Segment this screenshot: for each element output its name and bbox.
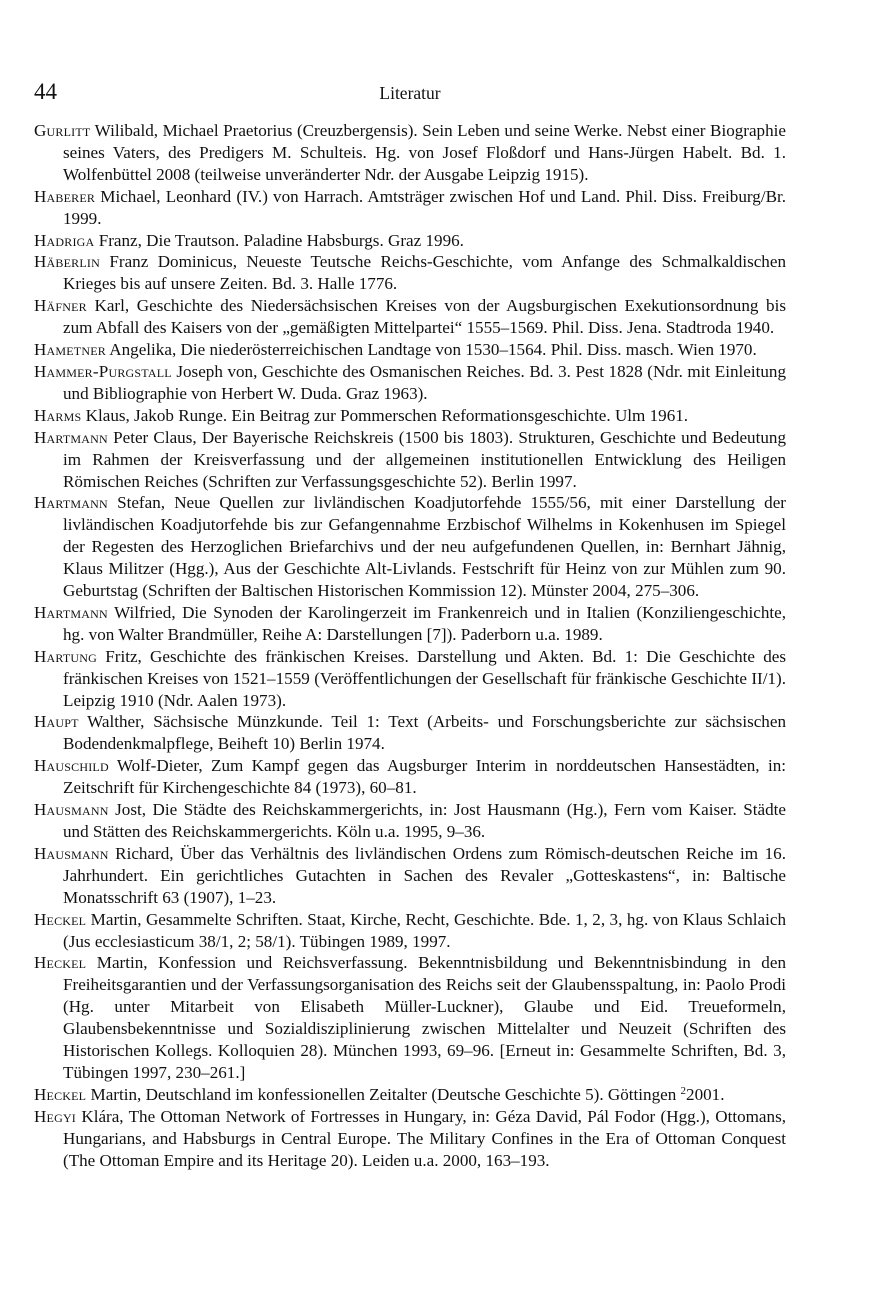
entry-author: Haupt bbox=[34, 712, 79, 732]
entry-text: Wilibald, Michael Praetorius (Creuzbergensis). Sein Leben und seine Werke. Nebst einer Biographie seines Vaters, des Predigers M. Schulteis. Hg. von Josef Floßdorf und Hans-Jürgen Habelt. Bd. 1. Wolfenbüttel 2008 (teilweise unveränderter Ndr. der Ausgabe Leipzig 1915). bbox=[63, 121, 786, 184]
bibliography-entry bbox=[34, 230, 786, 252]
entry-text: Jost, Die Städte des Reichskammergerichts, in: Jost Hausmann (Hg.), Fern vom Kaiser. Städte und Stätten des Reichskammergerichts. Köln u.a. 1995, 9–36. bbox=[63, 800, 786, 841]
entry-author: Hauschild bbox=[34, 756, 109, 776]
entry-text: Michael, Leonhard (IV.) von Harrach. Amtsträger zwischen Hof und Land. Phil. Diss. Freiburg/Br. 1999. bbox=[63, 186, 786, 228]
entry-author: Hartung bbox=[34, 646, 98, 666]
bibliography-entry bbox=[34, 843, 786, 909]
entry-text: Martin, Gesammelte Schriften. Staat, Kirche, Recht, Geschichte. Bde. 1, 2, 3, hg. von Klaus Schlaich (Jus ecclesiasticum 38/1, 2; 58/1). Tübingen 1989, 1997. bbox=[63, 909, 786, 951]
bibliography-entry bbox=[34, 1106, 786, 1172]
entry-text: Franz Dominicus, Neueste Teutsche Reichs-Geschichte, vom Anfange des Schmalkaldischen Krieges bis auf unsere Zeiten. Bd. 3. Halle 1776. bbox=[63, 252, 786, 294]
entry-text: Wilfried, Die Synoden der Karolingerzeit im Frankenreich und in Italien (Konziliengeschichte, hg. von Walter Brandmüller, Reihe A: Darstellungen [7]). Paderborn u.a. 1989. bbox=[63, 602, 786, 644]
bibliography-entry bbox=[34, 755, 786, 799]
entry-text: Joseph von, Geschichte des Osmanischen Reiches. Bd. 3. Pest 1828 (Ndr. mit Einleitung und Bibliographie von Herbert W. Duda. Graz 1963). bbox=[63, 361, 786, 403]
entry-text: Richard, Über das Verhältnis des livländischen Ordens zum Römisch-deutschen Reiche im 16. Jahrhundert. Ein gerichtliches Gutachten in Sachen des Revaler „Gotteskastens“, in: Baltische Monatsschrift 63 (1907), 1–23. bbox=[63, 843, 786, 907]
bibliography-entry bbox=[34, 1084, 786, 1106]
entry-text: Peter Claus, Der Bayerische Reichskreis (1500 bis 1803). Strukturen, Geschichte und Bedeutung im Rahmen der Kreisverfassung und der allgemeinen institutionellen Entwicklung des Heiligen Römischen Reiches (Schriften zur Verfassungsgeschichte 52). Berlin 1997. bbox=[63, 427, 786, 491]
entry-text: Klára, The Ottoman Network of Fortresses in Hungary, in: Géza David, Pál Fodor (Hgg.), Ottomans, Hungarians, and Habsburgs in Central Europe. The Military Confines in the Era of Ottoman Conquest (The Ottoman Empire and its Heritage 20). Leiden u.a. 2000, 163–193. bbox=[63, 1106, 786, 1170]
bibliography-entry bbox=[34, 799, 786, 843]
entry-text: Wolf-Dieter, Zum Kampf gegen das Augsburger Interim in norddeutschen Hansestädten, in: Zeitschrift für Kirchengeschichte 84 (1973), 60–81. bbox=[63, 756, 786, 798]
entry-author: Hartmann bbox=[34, 602, 108, 622]
bibliography-entry bbox=[34, 427, 786, 493]
entry-author: Hartmann bbox=[34, 427, 108, 447]
entry-author: Häberlin bbox=[34, 252, 100, 272]
book-page bbox=[34, 78, 786, 1172]
entry-text: Angelika, Die niederösterreichischen Landtage von 1530–1564. Phil. Diss. masch. Wien 1970. bbox=[105, 340, 757, 360]
entry-author: Hametner bbox=[34, 340, 106, 360]
running-title: Literatur bbox=[379, 83, 441, 103]
entry-author: Häfner bbox=[34, 296, 87, 316]
entry-text: Fritz, Geschichte des fränkischen Kreises. Darstellung und Akten. Bd. 1: Die Geschichte des fränkischen Kreises von 1521–1559 (Veröffentlichungen der Gesellschaft für fränkische Geschichte II/1). Leipzig 1910 (Ndr. Aalen 1973). bbox=[63, 646, 786, 710]
entry-author: Haberer bbox=[34, 186, 96, 206]
bibliography-entry bbox=[34, 492, 786, 602]
entry-author: Heckel bbox=[34, 909, 87, 929]
bibliography-list bbox=[34, 120, 786, 1172]
bibliography-entry bbox=[34, 186, 786, 230]
entry-text: Stefan, Neue Quellen zur livländischen Koadjutorfehde 1555/56, mit einer Darstellung der livländischen Koadjutorfehde bis zur Gefangennahme Erzbischof Wilhelms in Kokenhusen im Spiegel der Regesten des Herzoglichen Briefarchivs und der neu aufgefundenen Quellen, in: Bernhart Jähnig, Klaus Militzer (Hgg.), Aus der Geschichte Alt-Livlands. Festschrift für Heinz von zur Mühlen zum 90. Geburtstag (Schriften der Baltischen Historischen Kommission 12). Münster 2004, 275–306. bbox=[63, 493, 786, 601]
entry-text-continued: 2001. bbox=[686, 1084, 725, 1104]
bibliography-entry bbox=[34, 602, 786, 646]
entry-author: Hausmann bbox=[34, 800, 109, 820]
entry-author: Hadriga bbox=[34, 230, 95, 250]
entry-text: Franz, Die Trautson. Paladine Habsburgs. Graz 1996. bbox=[94, 230, 464, 250]
entry-author: Hammer-Purgstall bbox=[34, 361, 172, 381]
bibliography-entry bbox=[34, 120, 786, 186]
bibliography-entry bbox=[34, 909, 786, 953]
page-header bbox=[34, 78, 786, 106]
entry-author: Hausmann bbox=[34, 843, 109, 863]
bibliography-entry bbox=[34, 251, 786, 295]
entry-author: Harms bbox=[34, 405, 82, 425]
page-number: 44 bbox=[34, 79, 57, 104]
bibliography-entry bbox=[34, 361, 786, 405]
entry-text: Walther, Sächsische Münzkunde. Teil 1: Text (Arbeits- und Forschungsberichte zur sächsischen Bodendenkmalpflege, Beiheft 10) Berlin 1974. bbox=[63, 712, 786, 754]
entry-author: Gurlitt bbox=[34, 121, 91, 140]
entry-text: Martin, Konfession und Reichsverfassung. Bekenntnisbildung und Bekenntnisbindung in den Freiheitsgarantien und der Verfassungsorganisation des Reichs seit der Glaubensspaltung, in: Paolo Prodi (Hg. unter Mitarbeit von Elisabeth Müller-Luckner), Glaube und Eid. Treueformeln, Glaubensbekenntnisse und Sozialdisziplinierung zwischen Mittelalter und Neuzeit (Schriften des Historischen Kollegs. Kolloquien 28). München 1993, 69–96. [Erneut in: Gesammelte Schriften, Bd. 3, Tübingen 1997, 230–261.] bbox=[63, 953, 786, 1082]
bibliography-entry bbox=[34, 711, 786, 755]
bibliography-entry bbox=[34, 952, 786, 1083]
entry-author: Heckel bbox=[34, 1084, 87, 1104]
edition-superscript: 2 bbox=[680, 1084, 687, 1097]
entry-author: Heckel bbox=[34, 953, 87, 973]
entry-text: Karl, Geschichte des Niedersächsischen Kreises von der Augsburgischen Exekutionsordnung bis zum Abfall des Kaisers von der „gemäßigten Mittelpartei“ 1555–1569. Phil. Diss. Jena. Stadtroda 1940. bbox=[63, 296, 786, 338]
entry-author: Hartmann bbox=[34, 493, 108, 513]
entry-text: Martin, Deutschland im konfessionellen Zeitalter (Deutsche Geschichte 5). Göttingen bbox=[86, 1084, 681, 1104]
bibliography-entry bbox=[34, 339, 786, 361]
bibliography-entry bbox=[34, 646, 786, 712]
bibliography-entry bbox=[34, 295, 786, 339]
bibliography-entry bbox=[34, 405, 786, 427]
entry-author: Hegyi bbox=[34, 1106, 77, 1126]
entry-text: Klaus, Jakob Runge. Ein Beitrag zur Pommerschen Reformationsgeschichte. Ulm 1961. bbox=[81, 405, 689, 425]
